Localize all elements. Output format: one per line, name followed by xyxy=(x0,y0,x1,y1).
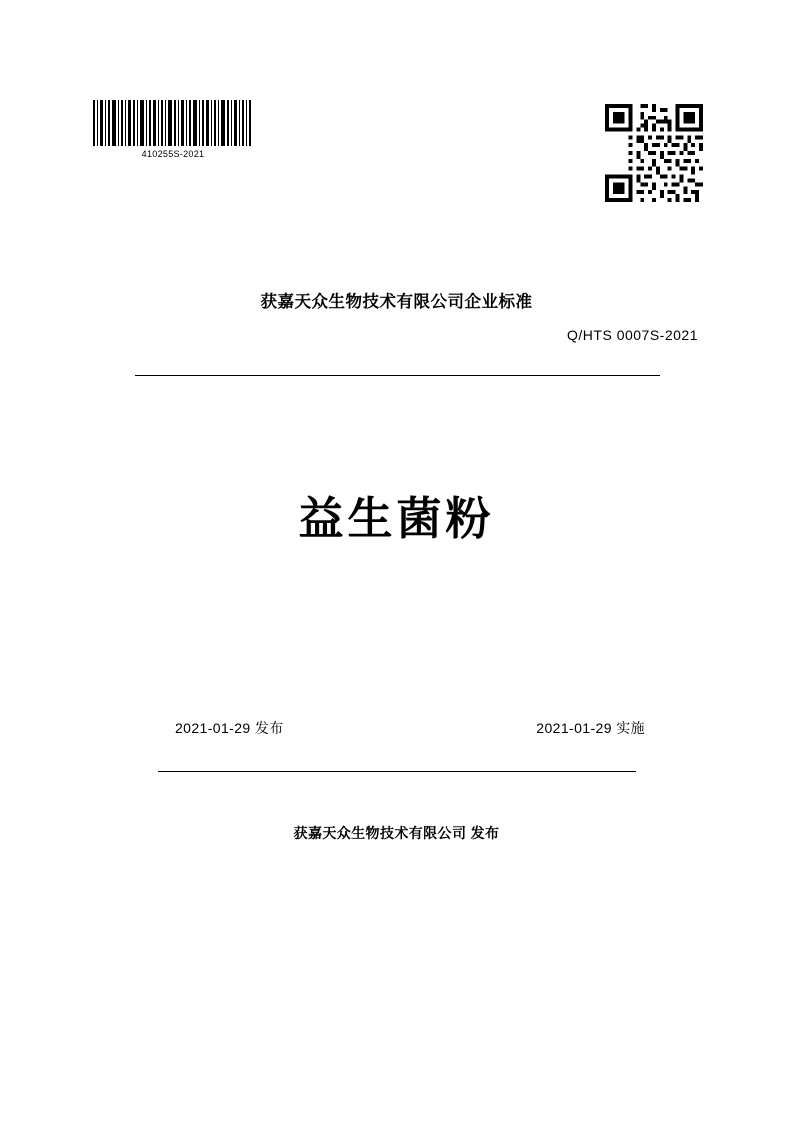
date-row xyxy=(135,718,660,740)
publisher-line: 获嘉天众生物技术有限公司 发布 xyxy=(293,825,500,841)
header-divider xyxy=(135,375,660,376)
issue-date: 2021-01-29 发布 xyxy=(175,720,284,736)
barcode-icon xyxy=(93,100,251,146)
barcode-block xyxy=(93,100,253,159)
company-standard-title: 获嘉天众生物技术有限公司企业标准 xyxy=(260,293,533,311)
barcode-number: 410255S-2021 xyxy=(141,149,205,159)
qr-code-block xyxy=(605,104,703,202)
qr-code-icon xyxy=(605,104,703,202)
effective-date: 2021-01-29 实施 xyxy=(536,720,645,736)
document-title: 益生菌粉 xyxy=(298,493,495,544)
footer-divider xyxy=(158,771,636,772)
standard-code: Q/HTS 0007S-2021 xyxy=(567,327,698,343)
